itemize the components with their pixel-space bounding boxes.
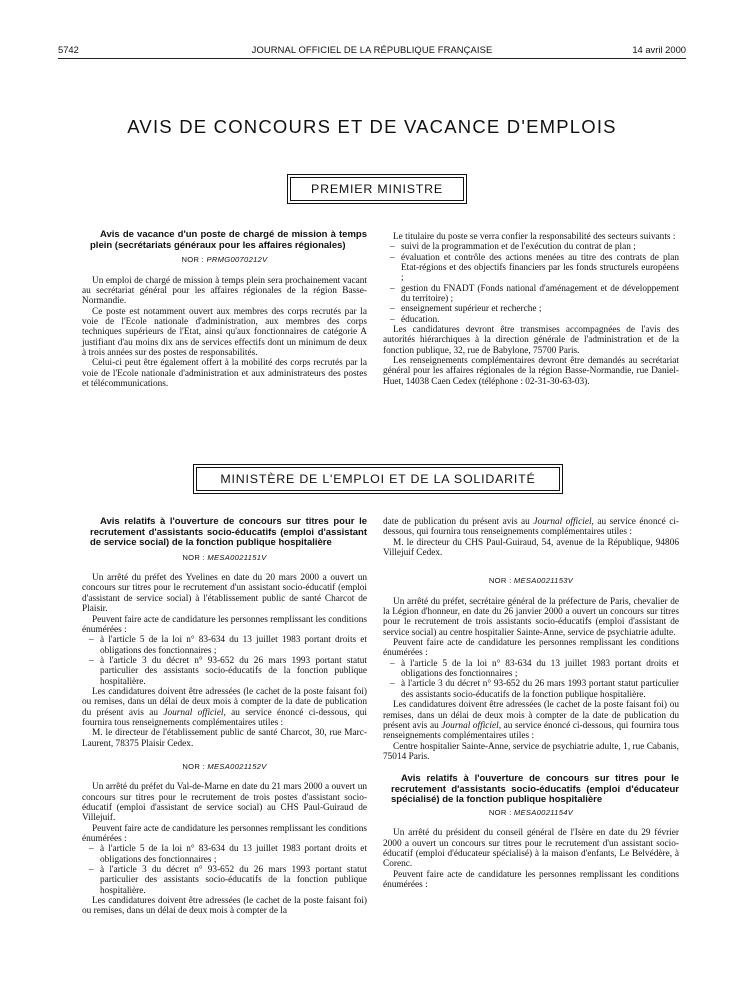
responsibility-list	[383, 242, 679, 325]
paragraph: Ce poste est notamment ouvert aux membres des corps recrutés par la voie de l'Ecole nationale d'administration, aux membres des corps techniques supérieurs de l'Etat, ainsi qu'aux fonctionnaires de catégorie A justifiant d'au moins dix ans de services effectifs dont un minimum de deux à trois années sur des postes de responsabilités.	[82, 306, 367, 358]
paragraph: date de publication du présent avis au Journal officiel, au service énoncé ci-dessous, qui fournira tous renseignements complémentaires utiles :	[383, 517, 680, 538]
list-item: – à l'article 3 du décret n° 93-652 du 26 mars 1993 portant statut particulier des assistants socio-éducatifs de la fonction publique hospitalière.	[401, 679, 679, 700]
paragraph: Les candidatures doivent être adressées (le cachet de la poste faisant foi) ou remises, dans un délai de deux mois à compter de la date de publication du présent avis au Journal officiel, au service énoncé ci-dessous, qui fournira tous renseignements complémentaires utiles :	[82, 686, 367, 728]
paragraph: Les renseignements complémentaires devront être demandés au secrétariat général pour les affaires régionales de la région Basse-Normandie, rue Daniel-Huet, 14038 Caen Cedex (téléphone : 02-31-30-63-03).	[383, 356, 679, 387]
issue-date: 14 avril 2000	[632, 44, 686, 55]
article-title: Avis de vacance d'un poste de chargé de mission à temps plein (secrétariats généraux pour les affaires régionales)	[90, 229, 367, 251]
article-title: Avis relatifs à l'ouverture de concours sur titres pour le recrutement d'assistants socio-éducatifs (emploi d'assistant de service social) de la fonction publique hospitalière	[90, 516, 367, 549]
list-item: – gestion du FNADT (Fonds national d'aménagement et de développement du territoire) ;	[401, 284, 679, 305]
nor-reference: NOR : MESA0021152V	[182, 761, 267, 771]
paragraph: Un arrêté du préfet des Yvelines en date du 20 mars 2000 a ouvert un concours sur titres pour le recrutement d'un assistant socio-éducatif (emploi d'assistant de service social) à l'établissement public de santé Charcot de Plaisir.	[82, 573, 367, 615]
list-item: – à l'article 5 de la loi n° 83-634 du 13 juillet 1983 portant droits et obligations des fonctionnaires ;	[401, 659, 679, 680]
paragraph: Un arrêté du préfet du Val-de-Marne en date du 21 mars 2000 a ouvert un concours sur titres pour le recrutement de trois postes d'assistant socio-éducatif (emploi d'assistant de service social) au CHS Paul-Guiraud de Villejuif.	[82, 782, 367, 824]
paragraph: Peuvent faire acte de candidature les personnes remplissant les conditions énumérées :	[383, 638, 679, 659]
paragraph: Un arrêté du préfet, secrétaire général de la préfecture de Paris, chevalier de la Légion d'honneur, en date du 26 janvier 2000 a ouvert un concours sur titres pour le recrutement de trois assistants socio-éducatifs (emploi d'assistant de service social) au centre hospitalier Sainte-Anne, service de psychiatrie adulte.	[383, 596, 679, 638]
article-title: Avis relatifs à l'ouverture de concours sur titres pour le recrutement d'assistants socio-éducatifs (emploi d'éducateur spécialisé) de la fonction publique hospitalière	[391, 773, 679, 806]
header-rule	[58, 58, 686, 59]
list-item: – à l'article 5 de la loi n° 83-634 du 13 juillet 1983 portant droits et obligations des fonctionnaires ;	[100, 635, 367, 656]
article-continuation	[383, 232, 679, 387]
paragraph: Les candidatures doivent être adressées (le cachet de la poste faisant foi) ou remises, dans un délai de deux mois à compter de la	[82, 896, 367, 917]
paragraph: M. le directeur du CHS Paul-Guiraud, 54, avenue de la République, 94806 Villejuif Cedex.	[383, 537, 679, 559]
nor-reference: NOR : MESA0021154V	[488, 808, 574, 817]
nor-reference: NOR : MESA0021151V	[182, 552, 267, 562]
paragraph: Un arrêté du président du conseil général de l'Isère en date du 29 février 2000 a ouvert un concours sur titres pour le recrutement d'un assistant socio-éducatif (emploi d'éducateur spécialisé) à la maison d'enfants, Le Belvédère, à Corenc.	[383, 828, 679, 870]
nor-reference: NOR : PRMG0070212V	[181, 255, 268, 265]
paragraph: Peuvent faire acte de candidature les personnes remplissant les conditions énumérées :	[383, 869, 679, 891]
journal-title: JOURNAL OFFICIEL DE LA RÉPUBLIQUE FRANÇAISE	[251, 44, 493, 55]
paragraph: Centre hospitalier Sainte-Anne, service de psychiatrie adulte, 1, rue Cabanis, 75014 Paris.	[383, 741, 679, 762]
paragraph: Celui-ci peut être également offert à la mobilité des corps recrutés par la voie de l'Ecole nationale d'administration et aux administrateurs des postes et télécommunications.	[82, 358, 367, 389]
page-number: 5742	[58, 44, 79, 55]
article-assistants-service-social	[82, 517, 367, 917]
conditions-list	[82, 635, 367, 687]
list-item: – évaluation et contrôle des actions menées au titre des contrats de plan Etat-régions et des objectifs financiers par les fonds structurels européens ;	[401, 253, 679, 284]
paragraph: Les candidatures doivent être adressées (le cachet de la poste faisant foi) ou remises, dans un délai de deux mois à compter de la date de publication du présent avis au Journal officiel, au service énoncé ci-dessous, qui fournira tous renseignements complémentaires utiles :	[383, 700, 680, 742]
page-title: AVIS DE CONCOURS ET DE VACANCE D'EMPLOIS	[127, 116, 617, 137]
paragraph: Peuvent faire acte de candidature les personnes remplissant les conditions énumérées :	[82, 823, 367, 845]
article-continuation	[383, 517, 679, 890]
list-item: – suivi de la programmation et de l'exécution du contrat de plan ;	[401, 242, 679, 252]
paragraph: Les candidatures devront être transmises accompagnées de l'avis des autorités hiérarchiques à la direction générale de l'administration et de la fonction publique, 32, rue de Babylone, 75700 Paris.	[383, 325, 679, 356]
paragraph: Un emploi de chargé de mission à temps plein sera prochainement vacant au secrétariat général pour les affaires régionales de la région Basse-Normandie.	[82, 275, 367, 307]
section-premier-ministre: PREMIER MINISTRE	[290, 177, 464, 201]
list-item: – à l'article 3 du décret n° 93-652 du 26 mars 1993 portant statut particulier des assistants socio-éducatifs de la fonction publique hospitalière.	[100, 865, 367, 896]
running-header	[58, 44, 686, 58]
conditions-list	[383, 659, 679, 700]
conditions-list	[82, 844, 367, 896]
nor-reference: NOR : MESA0021153V	[488, 576, 574, 586]
list-item: – à l'article 5 de la loi n° 83-634 du 13 juillet 1983 portant droits et obligations des fonctionnaires ;	[100, 844, 367, 865]
list-item: – enseignement supérieur et recherche ;	[401, 304, 679, 314]
paragraph: Peuvent faire acte de candidature les personnes remplissant les conditions énumérées :	[82, 614, 367, 635]
section-ministere-emploi: MINISTÈRE DE L'EMPLOI ET DE LA SOLIDARITÉ	[196, 467, 560, 491]
article-chargé-de-mission	[82, 230, 367, 389]
paragraph: M. le directeur de l'établissement public de santé Charcot, 30, rue Marc-Laurent, 78375 Plaisir Cedex.	[82, 728, 367, 749]
list-item: – à l'article 3 du décret n° 93-652 du 26 mars 1993 portant statut particulier des assistants socio-éducatifs de la fonction publique hospitalière.	[100, 656, 367, 687]
paragraph: Le titulaire du poste se verra confier la responsabilité des secteurs suivants :	[393, 232, 676, 242]
list-item: – éducation.	[401, 315, 679, 325]
